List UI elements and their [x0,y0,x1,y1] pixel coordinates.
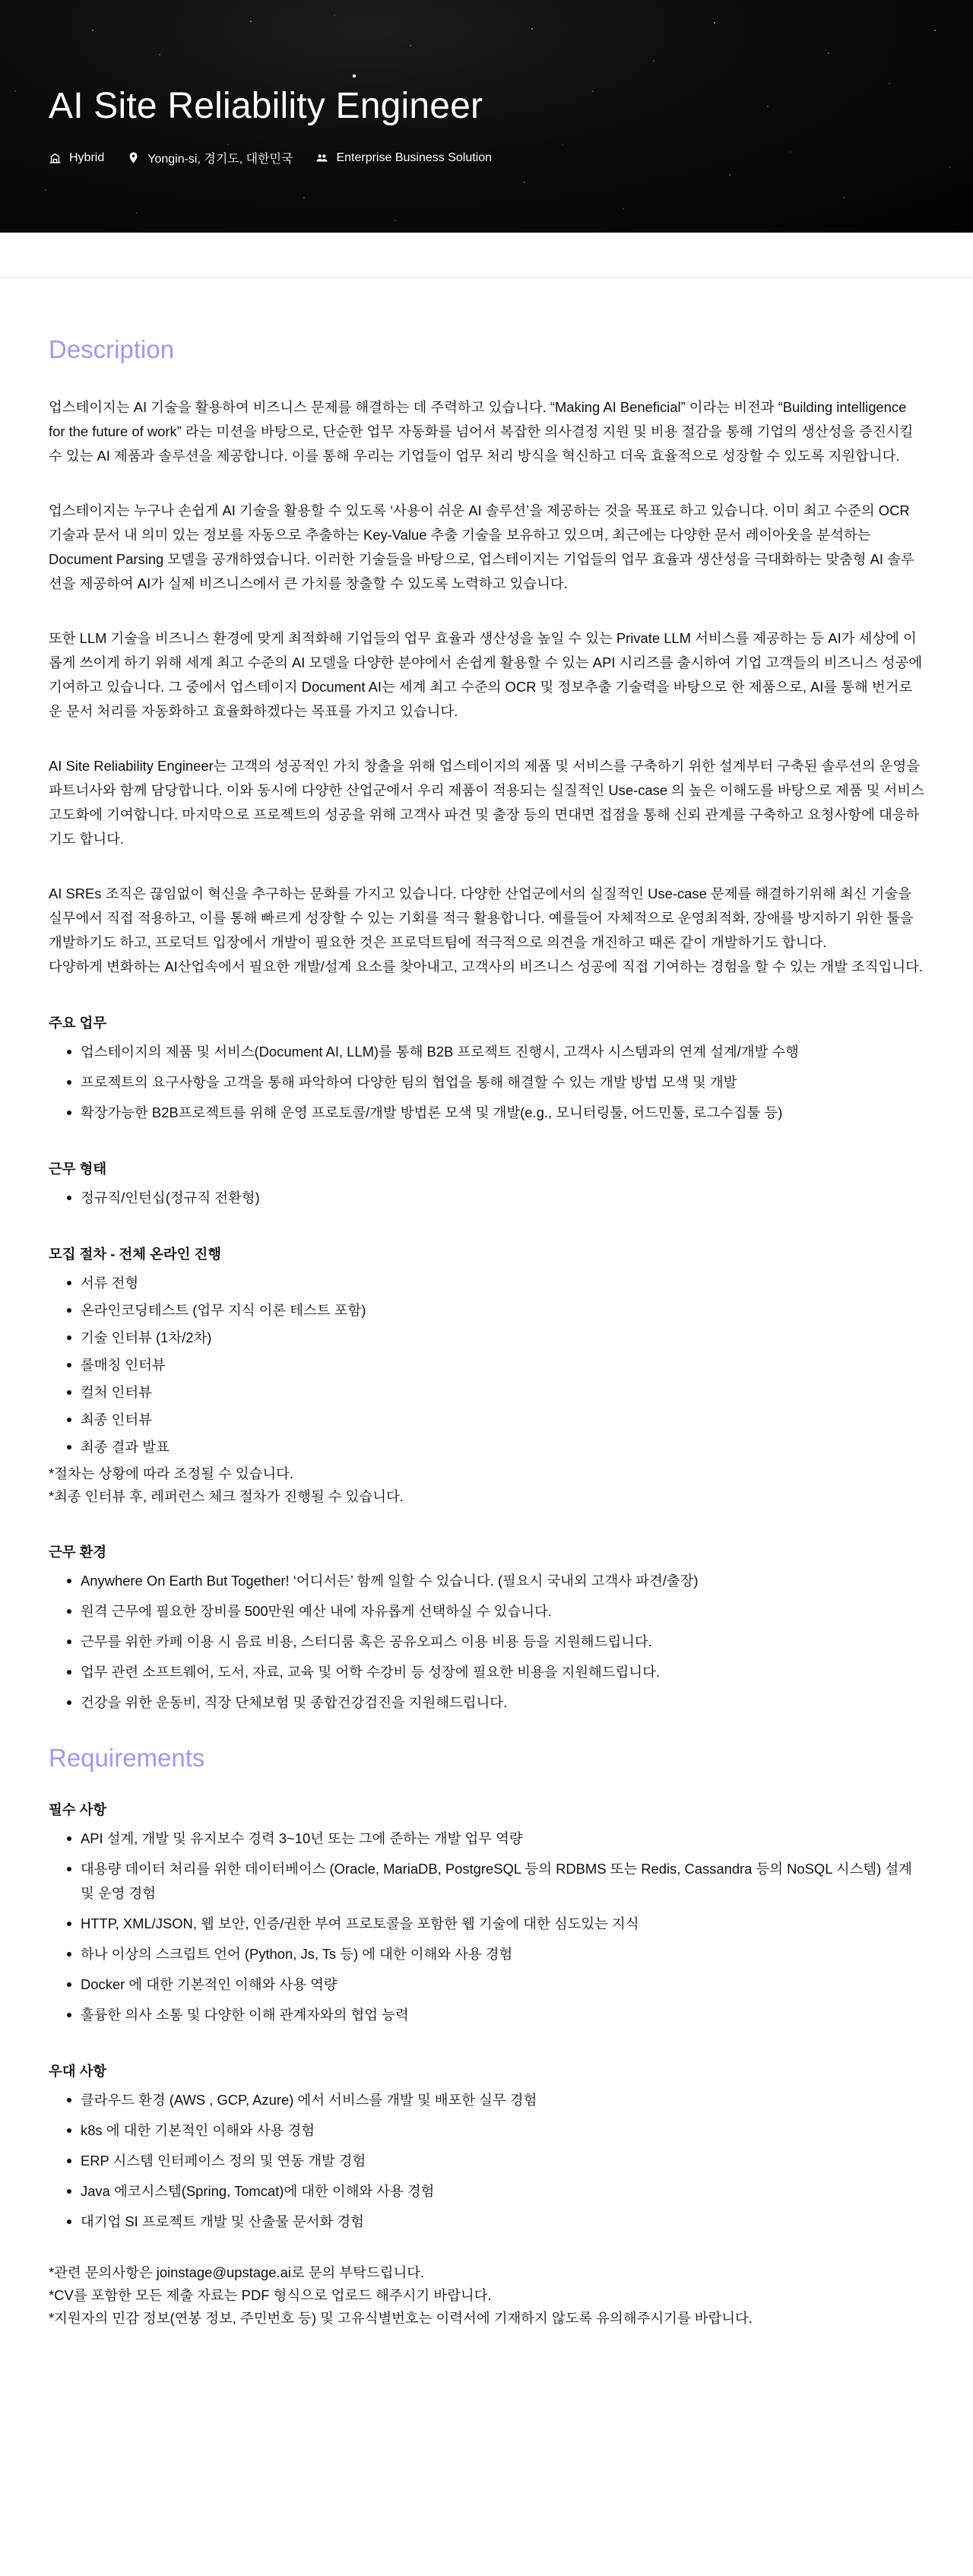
meta-location [127,149,293,166]
job-title: AI Site Reliability Engineer [49,86,483,126]
location-pin-icon [127,151,140,164]
employment-heading: 근무 형태 [49,1161,107,1177]
process-list [49,1271,924,1459]
must-list [49,1827,924,2027]
list-item: 훌륭한 의사 소통 및 다양한 이해 관계자와의 협업 능력 [67,2003,924,2027]
list-item: 컬처 인터뷰 [67,1380,924,1405]
building-icon [49,151,62,164]
description-heading: Description [49,335,175,363]
job-content [0,334,973,2330]
list-item: 서류 전형 [67,1271,924,1295]
closing-notes [49,2261,924,2330]
process-note: *절차는 상황에 따라 조정될 수 있습니다. [49,1465,294,1481]
description-paragraph: 다양하게 변화하는 AI산업속에서 필요한 개발/설계 요소를 찾아내고, 고객사의 비즈니스 성공에 직접 기여하는 경험을 할 수 있는 개발 조직입니다. [49,958,923,974]
list-item: 하나 이상의 스크립트 언어 (Python, Js, Ts 등) 에 대한 이해와 사용 경험 [67,1942,924,1966]
description-paragraph: 업스테이지는 AI 기술을 활용하여 비즈니스 문제를 해결하는 데 주력하고 있습니다. “Making AI Beneficial” 이라는 비전과 “Building intelligence for the future of work” 라는 미션을 바탕으로, 단순한 업무 자동화를 넘어서 복잡한 의사결정 지원 및 비용 절감을 통해 기업의 생산성을 증진시킬 수 있는 AI 제품과 솔루션을 제공합니다. 이를 통해 우리는 기업들이 업무 처리 방식을 혁신하고 더욱 효율적으로 성장할 수 있도록 지원합니다. [49,399,914,464]
list-item: 기술 인터뷰 (1차/2차) [67,1326,924,1350]
environment-list [49,1569,924,1715]
location-label: Yongin-si, 경기도, 대한민국 [147,153,293,166]
list-item: ERP 시스템 인터페이스 정의 및 연동 개발 경험 [67,2149,924,2173]
list-item: 프로젝트의 요구사항을 고객을 통해 파악하여 다양한 팀의 협업을 통해 해결할 수 있는 개발 방법 모색 및 개발 [67,1070,924,1095]
sub-header-bar [0,233,973,278]
people-icon [315,151,328,164]
duties-heading: 주요 업무 [49,1015,107,1031]
list-item: 확장가능한 B2B프로젝트를 위해 운영 프로토콜/개발 방법론 모색 및 개발(e.g., 모니터링툴, 어드민툴, 로그수집툴 등) [67,1101,924,1125]
environment-heading: 근무 환경 [49,1544,107,1560]
process-note: *최종 인터뷰 후, 레퍼런스 체크 절차가 진행될 수 있습니다. [49,1488,404,1504]
meta-work-type [49,151,104,165]
description-paragraph: 또한 LLM 기술을 비즈니스 환경에 맞게 최적화해 기업들의 업무 효율과 생산성을 높일 수 있는 Private LLM 서비스를 제공하는 등 AI가 세상에 이롭게 쓰이게 하기 위해 세계 최고 수준의 AI 모델을 다양한 분야에서 손쉽게 활용할 수 있는 API 시리즈를 출시하여 기업 고객들의 비즈니스 성공에 기여하고 있습니다. 그 중에서 업스테이지 Document AI는 세계 최고 수준의 OCR 및 정보추출 기술력을 바탕으로 한 제품으로, AI를 통해 번거로운 문서 처리를 자동화하고 효율화하겠다는 목표를 가지고 있습니다. [49,630,923,719]
list-item: 건강을 위한 운동비, 직장 단체보험 및 종합건강검진을 지원해드립니다. [67,1690,924,1715]
list-item: 원격 근무에 필요한 장비를 500만원 예산 내에 자유롭게 선택하실 수 있습니다. [67,1599,924,1624]
description-paragraph: AI SREs 조직은 끊임없이 혁신을 추구하는 문화를 가지고 있습니다. 다양한 산업군에서의 실질적인 Use-case 문제를 해결하기위해 최신 기술을 실무에서 직접 적용하고, 이를 통해 빠르게 성장할 수 있는 기회를 적극 활용합니다. 예를들어 자체적으로 운영최적화, 장애를 방지하기 위한 툴을 개발하기도 하고, 프로덕트 입장에서 개발이 필요한 것은 프로덕트팀에 적극적으로 의견을 개진하고 때론 같이 개발하기도 합니다. [49,886,914,950]
meta-department [315,151,492,165]
list-item: 클라우드 환경 (AWS , GCP, Azure) 에서 서비스를 개발 및 배포한 실무 경험 [67,2088,924,2112]
list-item: 대기업 SI 프로젝트 개발 및 산출물 문서화 경험 [67,2210,924,2234]
list-item: Docker 에 대한 기본적인 이해와 사용 역량 [67,1972,924,1997]
list-item: Java 에코시스템(Spring, Tomcat)에 대한 이해와 사용 경험 [67,2179,924,2204]
list-item: 업스테이지의 제품 및 서비스(Document AI, LLM)를 통해 B2B 프로젝트 진행시, 고객사 시스템과의 연계 설계/개발 수행 [67,1040,924,1064]
description-paragraph: AI Site Reliability Engineer는 고객의 성공적인 가치 창출을 위해 업스테이지의 제품 및 서비스를 구축하기 위한 설계부터 구축된 솔루션의 운영을 파트너사와 함께 담당합니다. 이와 동시에 다양한 산업군에서 우리 제품이 적용되는 실질적인 Use-case 의 높은 이해도를 바탕으로 제품 및 서비스 고도화에 기여합니다. 마지막으로 프로젝트의 성공을 위해 고객사 파견 및 출장 등의 면대면 접점을 통해 신뢰 관계를 구축하고 요청사항에 대응하기도 합니다. [49,758,924,847]
list-item: Anywhere On Earth But Together! ‘어디서든’ 함께 일할 수 있습니다. (필요시 국내외 고객사 파견/출장) [67,1569,924,1593]
list-item: 정규직/인턴십(정규직 전환형) [67,1186,924,1210]
preferred-list [49,2088,924,2234]
process-heading: 모집 절차 - 전체 온라인 진행 [49,1246,222,1262]
closing-note: *지원자의 민감 정보(연봉 정보, 주민번호 등) 및 고유식별번호는 이력서에 기재하지 않도록 유의해주시기를 바랍니다. [49,2310,753,2326]
list-item: k8s 에 대한 기본적인 이해와 사용 경험 [67,2118,924,2143]
list-item: 온라인코딩테스트 (업무 지식 이론 테스트 포함) [67,1298,924,1323]
closing-note: *관련 문의사항은 joinstage@upstage.ai로 문의 부탁드립니다. [49,2264,425,2280]
requirements-heading: Requirements [49,1744,205,1772]
closing-note: *CV를 포함한 모든 제출 자료는 PDF 형식으로 업로드 해주시기 바랍니다. [49,2287,492,2303]
list-item: 최종 인터뷰 [67,1408,924,1432]
hero-banner [0,0,973,233]
duties-list [49,1040,924,1125]
work-type-label: Hybrid [69,151,105,164]
job-meta [49,149,515,166]
list-item: API 설계, 개발 및 유지보수 경력 3~10년 또는 그에 준하는 개발 업무 역량 [67,1827,924,1851]
list-item: 롤매칭 인터뷰 [67,1353,924,1377]
list-item: 근무를 위한 카페 이용 시 음료 비용, 스터디룸 혹은 공유오피스 이용 비용 등을 지원해드립니다. [67,1630,924,1654]
list-item: HTTP, XML/JSON, 웹 보안, 인증/권한 부여 프로토콜을 포함한 웹 기술에 대한 심도있는 지식 [67,1912,924,1936]
list-item: 대용량 데이터 처리를 위한 데이터베이스 (Oracle, MariaDB, PostgreSQL 등의 RDBMS 또는 Redis, Cassandra 등의 NoSQL 시스템) 설계 및 운영 경험 [67,1857,924,1906]
preferred-heading: 우대 사항 [49,2063,107,2079]
employment-list [49,1186,924,1210]
must-heading: 필수 사항 [49,1801,107,1817]
list-item: 업무 관련 소프트웨어, 도서, 자료, 교육 및 어학 수강비 등 성장에 필요한 비용을 지원해드립니다. [67,1660,924,1684]
list-item: 최종 결과 발표 [67,1435,924,1459]
department-label: Enterprise Business Solution [336,151,493,164]
description-paragraph: 업스테이지는 누구나 손쉽게 AI 기술을 활용할 수 있도록 ‘사용이 쉬운 AI 솔루션’을 제공하는 것을 목표로 하고 있습니다. 이미 최고 수준의 OCR 기술과 문서 내 의미 있는 정보를 자동으로 추출하는 Key-Value 추출 기술을 보유하고 있으며, 최근에는 다양한 문서 레이아웃을 분석하는 Document Parsing 모델을 공개하였습니다. 이러한 기술들을 바탕으로, 업스테이지는 기업들의 업무 효율과 생산성을 극대화하는 맞춤형 AI 솔루션을 제공하여 AI가 실제 비즈니스에서 큰 가치를 창출할 수 있도록 노력하고 있습니다. [49,502,914,591]
